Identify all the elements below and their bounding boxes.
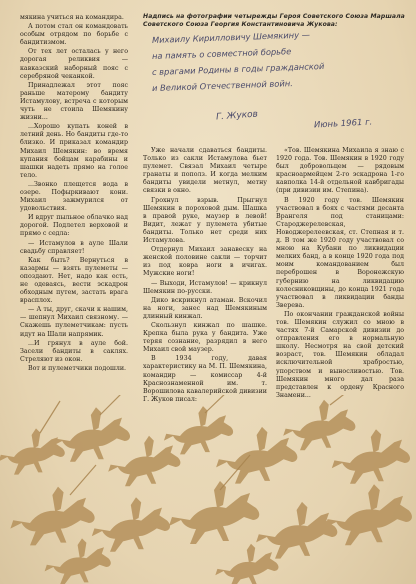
- paragraph: Уже начали сдаваться бандиты. Только из сакли Истамулова бьет пулемет. Связал Михаил четыре гранаты и пополз. И когда мелким бандиты увидели метнул, метну связки в окно.: [143, 147, 267, 195]
- photo-caption: Надпись на фотографии четырежды Героя Советского Союза Маршала Советского Союза Георгия Константиновича Жукова:: [143, 13, 405, 28]
- text-column-2: [143, 147, 267, 405]
- paragraph: От тех лет осталась у него дорогая реликвия — кавказский наборный пояс с серебряной чеканкой.: [20, 48, 128, 80]
- cavalry-charge-illustration: [0, 395, 416, 584]
- inscription-line: с врагами Родины в годы гражданской: [151, 60, 325, 77]
- paragraph: В 1934 году, давая характеристику на М. П. Шемякина, командир — комиссар 4-й Краснознаменной им. т. Ворошилова кавалерийской дивизии Г. Жуков писал:: [143, 355, 267, 403]
- paragraph: ...Хорошо купать коней в летний день. Но бандиты где-то близко. И приказал командир Михаил Шемякин: во время купания бойцам карабины и шашки надеть прямо на голое тело.: [20, 123, 128, 179]
- inscription-line: на память о совместной борьбе: [151, 46, 292, 61]
- paragraph: Дико вскрикнул атаман. Вскочил на ноги, занес над Шемякиным длинный кинжал.: [143, 296, 267, 320]
- paragraph: В 1920 году тов. Шемякин участвовал в боях с частями десанта Врангеля под станицами: Староджерелевская, Новоджерелеевская, ст. Степная и т. д. В том же 1920 году участвовал со мною на Кубани по ликвидации мелких банд, а в конце 1920 года под моим командованием был переброшен в Воронежскую губернию на ликвидацию колесниковщины, до конца 1921 года участвовал в ликвидации банды Зверева.: [276, 196, 404, 309]
- inscription-line: Михаилу Кирилловичу Шемякину —: [151, 29, 311, 45]
- paragraph: Грохнул взрыв. Прыгнул Шемякин в пороховой дым. Шашка в правой руке, маузер в левой! Видит, лежат у пулемета убитые бандиты. Только нет среди них Истамулова.: [143, 196, 267, 245]
- inscription-date: Июнь 1961 г.: [313, 117, 373, 131]
- paragraph: ...И грянул в ауле бой. Засели бандиты в саклях. Стреляют из окон.: [20, 339, 128, 363]
- paragraph: Принадлежал этот пояс раньше матерому бандиту Истамулову, встреча с которым чуть не стоила Шемякину жизни...: [20, 81, 128, 122]
- paragraph: — Выходи, Истамулов! — крикнул Шемякин по-русски.: [143, 279, 267, 295]
- signature: Г. Жуков: [215, 109, 259, 123]
- paragraph: А потом стал он командовать особым отрядом по борьбе с бандитизмом.: [20, 23, 128, 47]
- text-column-3: [276, 147, 404, 401]
- paragraph: мякина учиться на командира.: [20, 14, 124, 21]
- text-column-1: [20, 14, 128, 374]
- paragraph: Отдернул Михаил занавеску на женской половине сакли — торчит из под ковра ноги в ичигах. Мужские ноги!: [143, 246, 267, 278]
- paragraph: Скользнул кинжал по шашке. Крепка была рука у бандита. Уже теряя сознание, разрядил в него Михаил свой маузер.: [143, 321, 267, 354]
- paragraph: По окончании гражданской войны тов. Шемякин служил со мною в частях 7-й Самарской дивизии до отправления его в нормальную школу. Несмотря на свой детский возраст, тов. Шемякин обладал исключительной храбростью, упорством и выносливостью. Тов. Шемякин много дал раза представлен к ордену Красного Знамени...: [276, 310, 404, 399]
- handwritten-inscription: [146, 31, 404, 141]
- paragraph: Вот и пулеметчики подошли.: [28, 364, 127, 372]
- paragraph: — А ты, друг, скачи к нашим, — шепнул Михаил связному. — Скажешь пулеметчикам: пусть идут на Шали напрямик.: [20, 306, 128, 338]
- paragraph: ...Звонко плещется вода в озере. Пофыркивают кони. Михаил зажмурился от удовольствия.: [20, 180, 128, 213]
- paragraph: — Истамулов в ауле Шали свадьбу справляет!: [20, 239, 128, 255]
- inscription-line: и Великой Отечественной войн.: [151, 78, 293, 93]
- paragraph: И вдруг пыльное облачко над дорогой. Подлетел верховой и прямо с седла:: [20, 214, 128, 238]
- paragraph: Как быть? Вернуться в казармы — взять пулеметы — опоздают. Нет, надо как есть, не одеваясь, вести эскадрон обходным путем, застать врага врасплох.: [20, 256, 128, 305]
- paragraph: «Тов. Шемякина Михаила я знаю с 1920 года. Тов. Шемякин в 1920 году был добровольцем — рядовым красноармейцем 2-го эскадрона 1-го кавполка 14-й отдельной кавбригады (при дивизии им. Степина).: [276, 147, 404, 195]
